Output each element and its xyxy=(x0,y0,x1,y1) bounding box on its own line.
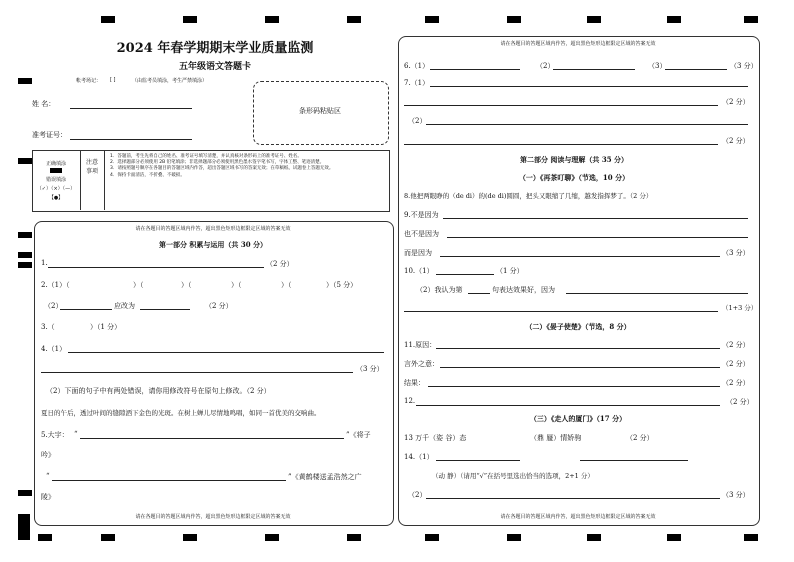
q14-1-options[interactable]: （动 静）（请用“√”在括号里选出恰当的选项，2+1 分） xyxy=(432,472,594,480)
q6-answer-line[interactable] xyxy=(665,69,727,70)
timing-mark xyxy=(507,16,521,23)
q10-answer-line[interactable] xyxy=(404,311,718,312)
q13-mid[interactable]: （鼎 蜃）情娇驹 xyxy=(530,434,582,442)
q12-answer-line[interactable] xyxy=(416,405,720,406)
q14-2-score: （3 分） xyxy=(722,491,750,499)
q9-answer-line[interactable] xyxy=(447,237,748,238)
q5-source-2: ”《黄鹤楼送孟浩然之广 xyxy=(288,473,362,481)
q5-label: 5.大宇： xyxy=(41,431,69,439)
q7-2-label: （2） xyxy=(408,117,427,125)
q4-1-label: 4.（1） xyxy=(41,345,67,353)
q6-1-label: 6.（1） xyxy=(404,62,430,70)
q11-answer-line[interactable] xyxy=(436,348,720,349)
q10-2-label: （2）我认为第 xyxy=(416,286,463,294)
side-mark xyxy=(18,262,32,268)
area-notice: 请在各题目的答题区域内作答，超出黑色矩形边框限定区域的答案无效 xyxy=(500,514,656,520)
right-answer-box xyxy=(398,36,760,526)
q7-1-score: （2 分） xyxy=(722,98,750,106)
q5-source-2-cont: 陵》 xyxy=(41,493,55,501)
q11b-label: 言外之意： xyxy=(404,360,439,368)
reading-title: （二）《晏子使楚》（节选，8 分） xyxy=(525,322,631,331)
q2-2-answer-line[interactable] xyxy=(140,309,190,310)
q2-1-blank[interactable]: ）（ xyxy=(281,281,292,289)
q9-answer-line[interactable] xyxy=(440,256,720,257)
correct-fill-label: 正确填涂 xyxy=(45,161,67,167)
notice-list xyxy=(110,154,384,179)
name-field[interactable] xyxy=(70,108,192,109)
page-title: 2024 年春学期期末学业质量监测 xyxy=(116,41,314,56)
q5-answer-line[interactable] xyxy=(80,438,344,439)
side-mark xyxy=(18,490,32,496)
q13-score: （2 分） xyxy=(626,434,654,442)
wrong-fill-label: 错误填涂 xyxy=(45,177,67,183)
q7-answer-line[interactable] xyxy=(404,144,718,145)
q11c-score: （2 分） xyxy=(722,379,750,387)
notice-item: 4．保持卡面清洁，不折叠、不破损。 xyxy=(110,172,185,178)
q4-2-instruction: （2）下面的句子中有两处错误，请你用修改符号在原句上修改。（2 分） xyxy=(46,387,271,395)
wrong-fill-samples: （✓）（×）（—） xyxy=(36,186,76,192)
name-label: 姓 名： xyxy=(32,100,56,108)
q11-answer-line[interactable] xyxy=(428,386,720,387)
barcode-area-label: 条形码粘贴区 xyxy=(299,107,341,115)
q14-answer-line[interactable] xyxy=(580,460,688,461)
q14-answer-line[interactable] xyxy=(436,460,520,461)
q9-score: （3 分） xyxy=(722,249,750,257)
notice-item: 1．答题前，考生先将自己的姓名、准考证号填写清楚，并认真核对条形码上的准考证号、姓名。 xyxy=(110,154,302,159)
section-title: 第二部分 阅读与理解（共 35 分） xyxy=(519,155,629,164)
q7-2-score: （2 分） xyxy=(722,137,750,145)
side-mark xyxy=(18,252,32,258)
side-mark xyxy=(18,78,32,84)
timing-mark xyxy=(347,16,361,23)
reading-title: （三）《走人的厦门》（17 分） xyxy=(529,414,627,423)
q6-answer-line[interactable] xyxy=(430,69,520,70)
area-notice: 请在各题目的答题区域内作答，超出黑色矩形边框限定区域的答案无效 xyxy=(135,226,291,232)
wrong-fill-samples-2: 【●】 xyxy=(48,195,64,201)
id-field[interactable] xyxy=(70,139,192,140)
q10-answer-line[interactable] xyxy=(436,274,494,275)
q4-answer-line[interactable] xyxy=(68,352,384,353)
timing-mark xyxy=(744,534,758,541)
timing-mark xyxy=(265,16,279,23)
section-title: 第一部分 积累与运用（共 30 分） xyxy=(158,240,268,249)
q3-label: 3.（ xyxy=(41,323,55,331)
area-notice: 请在各题目的答题区域内作答，超出黑色矩形边框限定区域的答案无效 xyxy=(135,514,291,520)
q5-answer-line[interactable] xyxy=(52,480,286,481)
q4-2-sentence[interactable]: 夏日的午后，透过叶间的缝隙洒下金色的光斑。在树上蝉儿尽情地鸣唱，如同一首优美的交响曲。 xyxy=(41,409,321,417)
timing-mark xyxy=(507,534,521,541)
q11c-label: 结果： xyxy=(404,379,425,387)
q2-2-score: （2 分） xyxy=(205,302,233,310)
exam-id-label: 帐考场记： xyxy=(76,78,102,84)
q2-1-blank[interactable]: ）（ xyxy=(181,281,192,289)
timing-mark xyxy=(183,534,197,541)
q10-2-score: （1+3 分） xyxy=(722,304,758,312)
q10-1-label: 10.（1） xyxy=(404,267,434,275)
q3-score[interactable]: ）（1 分） xyxy=(90,323,122,331)
q1-score: （2 分） xyxy=(266,260,294,268)
exam-id-note: （由监考员填涂，考生严禁填涂） xyxy=(132,78,208,84)
side-mark xyxy=(18,232,32,238)
timing-mark xyxy=(183,16,197,23)
q10-2-mid: 句表达效果好，因为 xyxy=(492,286,555,294)
q2-2-label: （2） xyxy=(44,302,63,310)
q14-answer-line[interactable] xyxy=(426,498,720,499)
timing-mark xyxy=(347,534,361,541)
q6-answer-line[interactable] xyxy=(553,69,635,70)
q7-answer-line[interactable] xyxy=(430,86,748,87)
q9-label-b: 也不是因为 xyxy=(404,230,439,238)
q10-1-score: （1 分） xyxy=(496,267,524,275)
q9-label-a: 9.不是因为 xyxy=(404,211,439,219)
timing-mark xyxy=(587,534,601,541)
q7-answer-line[interactable] xyxy=(404,105,718,106)
q5-source-1-cont: 吟》 xyxy=(41,451,55,459)
q2-1-blank[interactable]: ）（ xyxy=(133,281,144,289)
timing-mark xyxy=(587,16,601,23)
notice-item: 2．选择题部分必须使用 2B 铅笔填涂；非选择题部分必须使用黑色墨水签字笔书写，字体工整、笔迹清楚。 xyxy=(110,160,325,166)
q10-answer-line[interactable] xyxy=(468,293,490,294)
timing-mark xyxy=(101,16,115,23)
q12-label: 12. xyxy=(404,397,416,405)
q11-label: 11.原因： xyxy=(404,341,437,349)
page-subtitle: 五年级语文答题卡 xyxy=(178,62,252,72)
divider xyxy=(80,150,81,210)
q7-1-label: 7.（1） xyxy=(404,79,430,87)
timing-mark xyxy=(667,534,681,541)
timing-mark xyxy=(265,534,279,541)
q5-source-1: ”《将子 xyxy=(346,431,371,439)
q2-2-mid: 应改为 xyxy=(114,302,135,310)
q5-quote-open: “ xyxy=(46,472,50,480)
timing-mark xyxy=(744,16,758,23)
q5-quote-open: “ xyxy=(74,430,78,438)
q7-answer-line[interactable] xyxy=(426,124,748,125)
q9-label-c: 而是因为 xyxy=(404,249,432,257)
q12-score: （2 分） xyxy=(726,398,754,406)
side-mark xyxy=(18,514,30,540)
q11b-score: （2 分） xyxy=(722,360,750,368)
exam-id-brackets[interactable]: [ ] xyxy=(110,77,116,83)
notice-label: 注意事项 xyxy=(85,159,98,175)
q9-answer-line[interactable] xyxy=(443,218,748,219)
q4-1-score: （3 分） xyxy=(356,365,384,373)
q2-2-answer-line[interactable] xyxy=(60,309,112,310)
q13-label[interactable]: 13 万千（姿 谷）态 xyxy=(404,434,467,442)
timing-mark xyxy=(425,16,439,23)
q6-score: （3 分） xyxy=(730,62,758,70)
q1-answer-line[interactable] xyxy=(48,267,264,268)
q2-1-label: 2.（1）（ xyxy=(41,281,70,289)
timing-mark xyxy=(667,16,681,23)
q6-3-label: （3） xyxy=(648,62,667,70)
timing-mark xyxy=(38,534,52,541)
q11-answer-line[interactable] xyxy=(440,367,720,368)
q14-2-label: （2） xyxy=(408,491,427,499)
q10-answer-line[interactable] xyxy=(566,293,748,294)
divider xyxy=(104,150,105,210)
reading-title: （一）《再茶叮聊》（节选，10 分） xyxy=(518,173,630,182)
timing-mark xyxy=(425,534,439,541)
q6-2-label: （2） xyxy=(536,62,555,70)
id-label: 准考证号： xyxy=(32,131,67,139)
timing-mark xyxy=(101,534,115,541)
q2-1-blank[interactable]: ）（ xyxy=(231,281,242,289)
q11-score: （2 分） xyxy=(722,341,750,349)
q14-1-label: 14.（1） xyxy=(404,453,434,461)
q8-text[interactable]: 8.他把两眼睁的（de di）的(de di)圆圆，把头又眼缩了几缩，越发指挥梦了。（2 分） xyxy=(404,192,653,200)
area-notice: 请在各题目的答题区域内作答，超出黑色矩形边框限定区域的答案无效 xyxy=(500,41,656,47)
correct-fill-sample xyxy=(50,168,62,173)
q2-1-score: ）（5 分） xyxy=(326,281,358,289)
notice-item: 3．请按照题号顺序在各题目的答题区域内作答，超出答题区域书写的答案无效；在草稿纸、试题卷上答题无效。 xyxy=(110,166,334,172)
q1-label: 1. xyxy=(41,259,48,267)
side-mark xyxy=(18,158,32,164)
q4-answer-line[interactable] xyxy=(41,372,353,373)
